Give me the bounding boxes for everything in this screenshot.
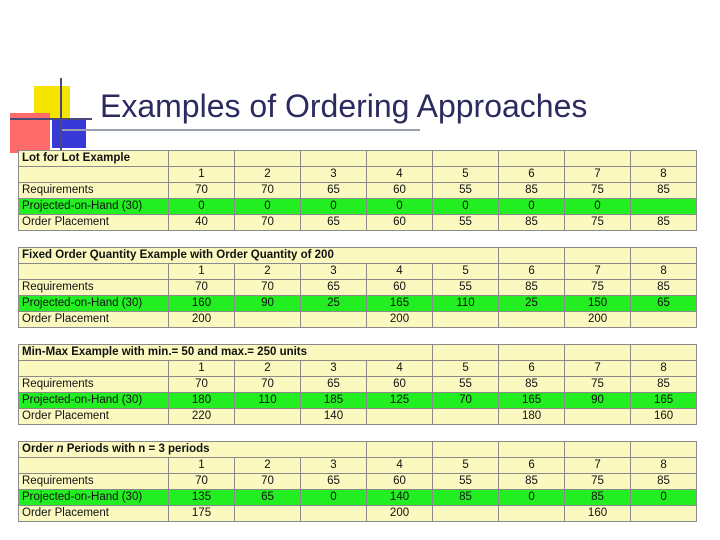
value-cell: 85	[631, 377, 697, 393]
value-cell	[631, 199, 697, 215]
period-cell: 1	[169, 361, 235, 377]
value-cell: 125	[367, 393, 433, 409]
value-cell: 70	[169, 280, 235, 296]
period-cell: 3	[301, 167, 367, 183]
value-cell: 55	[433, 474, 499, 490]
lot-for-lot-table	[18, 150, 697, 231]
value-cell: 85	[631, 215, 697, 231]
value-cell: 0	[301, 490, 367, 506]
value-cell: 65	[301, 215, 367, 231]
table-row	[19, 199, 697, 215]
table-row	[19, 409, 697, 425]
period-cell: 3	[301, 264, 367, 280]
period-cell: 5	[433, 167, 499, 183]
value-cell: 200	[367, 506, 433, 522]
value-cell: 55	[433, 377, 499, 393]
table-row	[19, 280, 697, 296]
title-underline	[62, 129, 420, 131]
table-title-pre: Order	[22, 443, 57, 455]
period-cell: 6	[499, 264, 565, 280]
row-label: Order Placement	[19, 506, 169, 522]
value-cell	[631, 506, 697, 522]
value-cell: 55	[433, 215, 499, 231]
value-cell: 70	[235, 183, 301, 199]
value-cell: 65	[301, 474, 367, 490]
value-cell: 0	[499, 490, 565, 506]
value-cell: 220	[169, 409, 235, 425]
period-cell: 2	[235, 167, 301, 183]
row-label: Requirements	[19, 183, 169, 199]
value-cell: 0	[301, 199, 367, 215]
value-cell: 65	[301, 183, 367, 199]
value-cell: 0	[433, 199, 499, 215]
period-cell: 7	[565, 264, 631, 280]
value-cell	[301, 312, 367, 328]
value-cell: 25	[301, 296, 367, 312]
value-cell: 140	[367, 490, 433, 506]
period-cell: 1	[169, 264, 235, 280]
period-cell: 1	[169, 458, 235, 474]
period-header-row	[19, 458, 697, 474]
fixed-order-quantity-table	[18, 247, 697, 328]
value-cell: 135	[169, 490, 235, 506]
value-cell: 0	[169, 199, 235, 215]
value-cell	[235, 506, 301, 522]
value-cell	[433, 312, 499, 328]
value-cell: 55	[433, 183, 499, 199]
table-title-post: Periods with n = 3 periods	[63, 443, 210, 455]
value-cell: 165	[367, 296, 433, 312]
table-row	[19, 183, 697, 199]
value-cell: 180	[499, 409, 565, 425]
value-cell: 0	[631, 490, 697, 506]
period-cell: 8	[631, 361, 697, 377]
period-cell: 3	[301, 458, 367, 474]
table-row	[19, 215, 697, 231]
period-cell: 4	[367, 361, 433, 377]
value-cell: 70	[235, 280, 301, 296]
value-cell	[499, 312, 565, 328]
table-row	[19, 312, 697, 328]
value-cell: 160	[631, 409, 697, 425]
value-cell	[565, 409, 631, 425]
row-label: Order Placement	[19, 312, 169, 328]
value-cell: 75	[565, 377, 631, 393]
value-cell: 85	[631, 474, 697, 490]
period-cell: 7	[565, 458, 631, 474]
value-cell: 65	[631, 296, 697, 312]
table-row	[19, 377, 697, 393]
period-cell: 5	[433, 264, 499, 280]
period-cell: 2	[235, 361, 301, 377]
table-title-row	[19, 345, 697, 361]
value-cell: 85	[433, 490, 499, 506]
value-cell	[499, 506, 565, 522]
table-title: Lot for Lot Example	[19, 151, 169, 167]
value-cell: 165	[631, 393, 697, 409]
period-cell: 5	[433, 361, 499, 377]
table-row	[19, 506, 697, 522]
period-cell: 6	[499, 361, 565, 377]
value-cell: 60	[367, 280, 433, 296]
table-row	[19, 474, 697, 490]
row-label: Requirements	[19, 377, 169, 393]
value-cell: 75	[565, 280, 631, 296]
row-label: Projected-on-Hand (30)	[19, 393, 169, 409]
period-cell: 8	[631, 458, 697, 474]
value-cell: 200	[169, 312, 235, 328]
table-row	[19, 393, 697, 409]
period-cell: 7	[565, 167, 631, 183]
value-cell: 70	[169, 183, 235, 199]
row-label: Order Placement	[19, 215, 169, 231]
table-row	[19, 490, 697, 506]
period-cell: 4	[367, 264, 433, 280]
period-cell: 7	[565, 361, 631, 377]
period-cell: 6	[499, 458, 565, 474]
table-title: Fixed Order Quantity Example with Order Quantity of 200	[19, 248, 499, 264]
period-cell: 6	[499, 167, 565, 183]
value-cell: 160	[169, 296, 235, 312]
value-cell: 70	[169, 474, 235, 490]
row-label: Projected-on-Hand (30)	[19, 296, 169, 312]
value-cell: 85	[499, 474, 565, 490]
table-title-row	[19, 442, 697, 458]
value-cell: 60	[367, 377, 433, 393]
row-label: Requirements	[19, 280, 169, 296]
period-cell: 4	[367, 458, 433, 474]
deco-blue-square	[52, 118, 86, 148]
value-cell: 75	[565, 474, 631, 490]
period-header-row	[19, 167, 697, 183]
value-cell: 85	[631, 280, 697, 296]
value-cell: 160	[565, 506, 631, 522]
value-cell: 70	[235, 215, 301, 231]
value-cell: 85	[499, 377, 565, 393]
table-title-row	[19, 151, 697, 167]
value-cell: 65	[301, 280, 367, 296]
value-cell: 110	[433, 296, 499, 312]
value-cell: 55	[433, 280, 499, 296]
period-cell: 8	[631, 264, 697, 280]
table-title: Min-Max Example with min.= 50 and max.= 250 units	[19, 345, 433, 361]
period-cell: 1	[169, 167, 235, 183]
value-cell: 165	[499, 393, 565, 409]
value-cell: 0	[235, 199, 301, 215]
value-cell: 185	[301, 393, 367, 409]
min-max-table	[18, 344, 697, 425]
table-title-row	[19, 248, 697, 264]
value-cell	[433, 409, 499, 425]
row-label: Order Placement	[19, 409, 169, 425]
value-cell: 85	[565, 490, 631, 506]
value-cell: 60	[367, 474, 433, 490]
value-cell: 175	[169, 506, 235, 522]
value-cell: 75	[565, 215, 631, 231]
row-label: Projected-on-Hand (30)	[19, 490, 169, 506]
order-n-periods-table	[18, 441, 697, 522]
value-cell: 25	[499, 296, 565, 312]
slide-title: Examples of Ordering Approaches	[100, 88, 588, 124]
value-cell: 200	[565, 312, 631, 328]
table-title	[19, 442, 367, 458]
period-header-row	[19, 361, 697, 377]
value-cell	[235, 409, 301, 425]
value-cell: 60	[367, 183, 433, 199]
value-cell: 70	[235, 377, 301, 393]
value-cell	[367, 409, 433, 425]
period-cell: 2	[235, 264, 301, 280]
period-cell: 5	[433, 458, 499, 474]
period-cell: 3	[301, 361, 367, 377]
period-cell: 4	[367, 167, 433, 183]
row-label: Projected-on-Hand (30)	[19, 199, 169, 215]
table-title-italic: n	[56, 443, 64, 455]
row-label: Requirements	[19, 474, 169, 490]
period-header-row	[19, 264, 697, 280]
value-cell: 70	[169, 377, 235, 393]
table-row	[19, 296, 697, 312]
value-cell: 0	[565, 199, 631, 215]
value-cell: 180	[169, 393, 235, 409]
value-cell: 140	[301, 409, 367, 425]
value-cell: 0	[499, 199, 565, 215]
value-cell: 65	[301, 377, 367, 393]
value-cell: 85	[499, 280, 565, 296]
value-cell: 90	[565, 393, 631, 409]
value-cell: 65	[235, 490, 301, 506]
value-cell: 200	[367, 312, 433, 328]
value-cell	[631, 312, 697, 328]
value-cell: 70	[433, 393, 499, 409]
period-cell: 2	[235, 458, 301, 474]
value-cell: 90	[235, 296, 301, 312]
deco-horizontal-line	[10, 118, 92, 120]
value-cell: 85	[499, 183, 565, 199]
value-cell: 85	[499, 215, 565, 231]
value-cell: 40	[169, 215, 235, 231]
value-cell: 0	[367, 199, 433, 215]
value-cell	[235, 312, 301, 328]
value-cell: 85	[631, 183, 697, 199]
value-cell: 110	[235, 393, 301, 409]
value-cell: 60	[367, 215, 433, 231]
value-cell	[433, 506, 499, 522]
value-cell: 75	[565, 183, 631, 199]
period-cell: 8	[631, 167, 697, 183]
value-cell	[301, 506, 367, 522]
value-cell: 150	[565, 296, 631, 312]
value-cell: 70	[235, 474, 301, 490]
